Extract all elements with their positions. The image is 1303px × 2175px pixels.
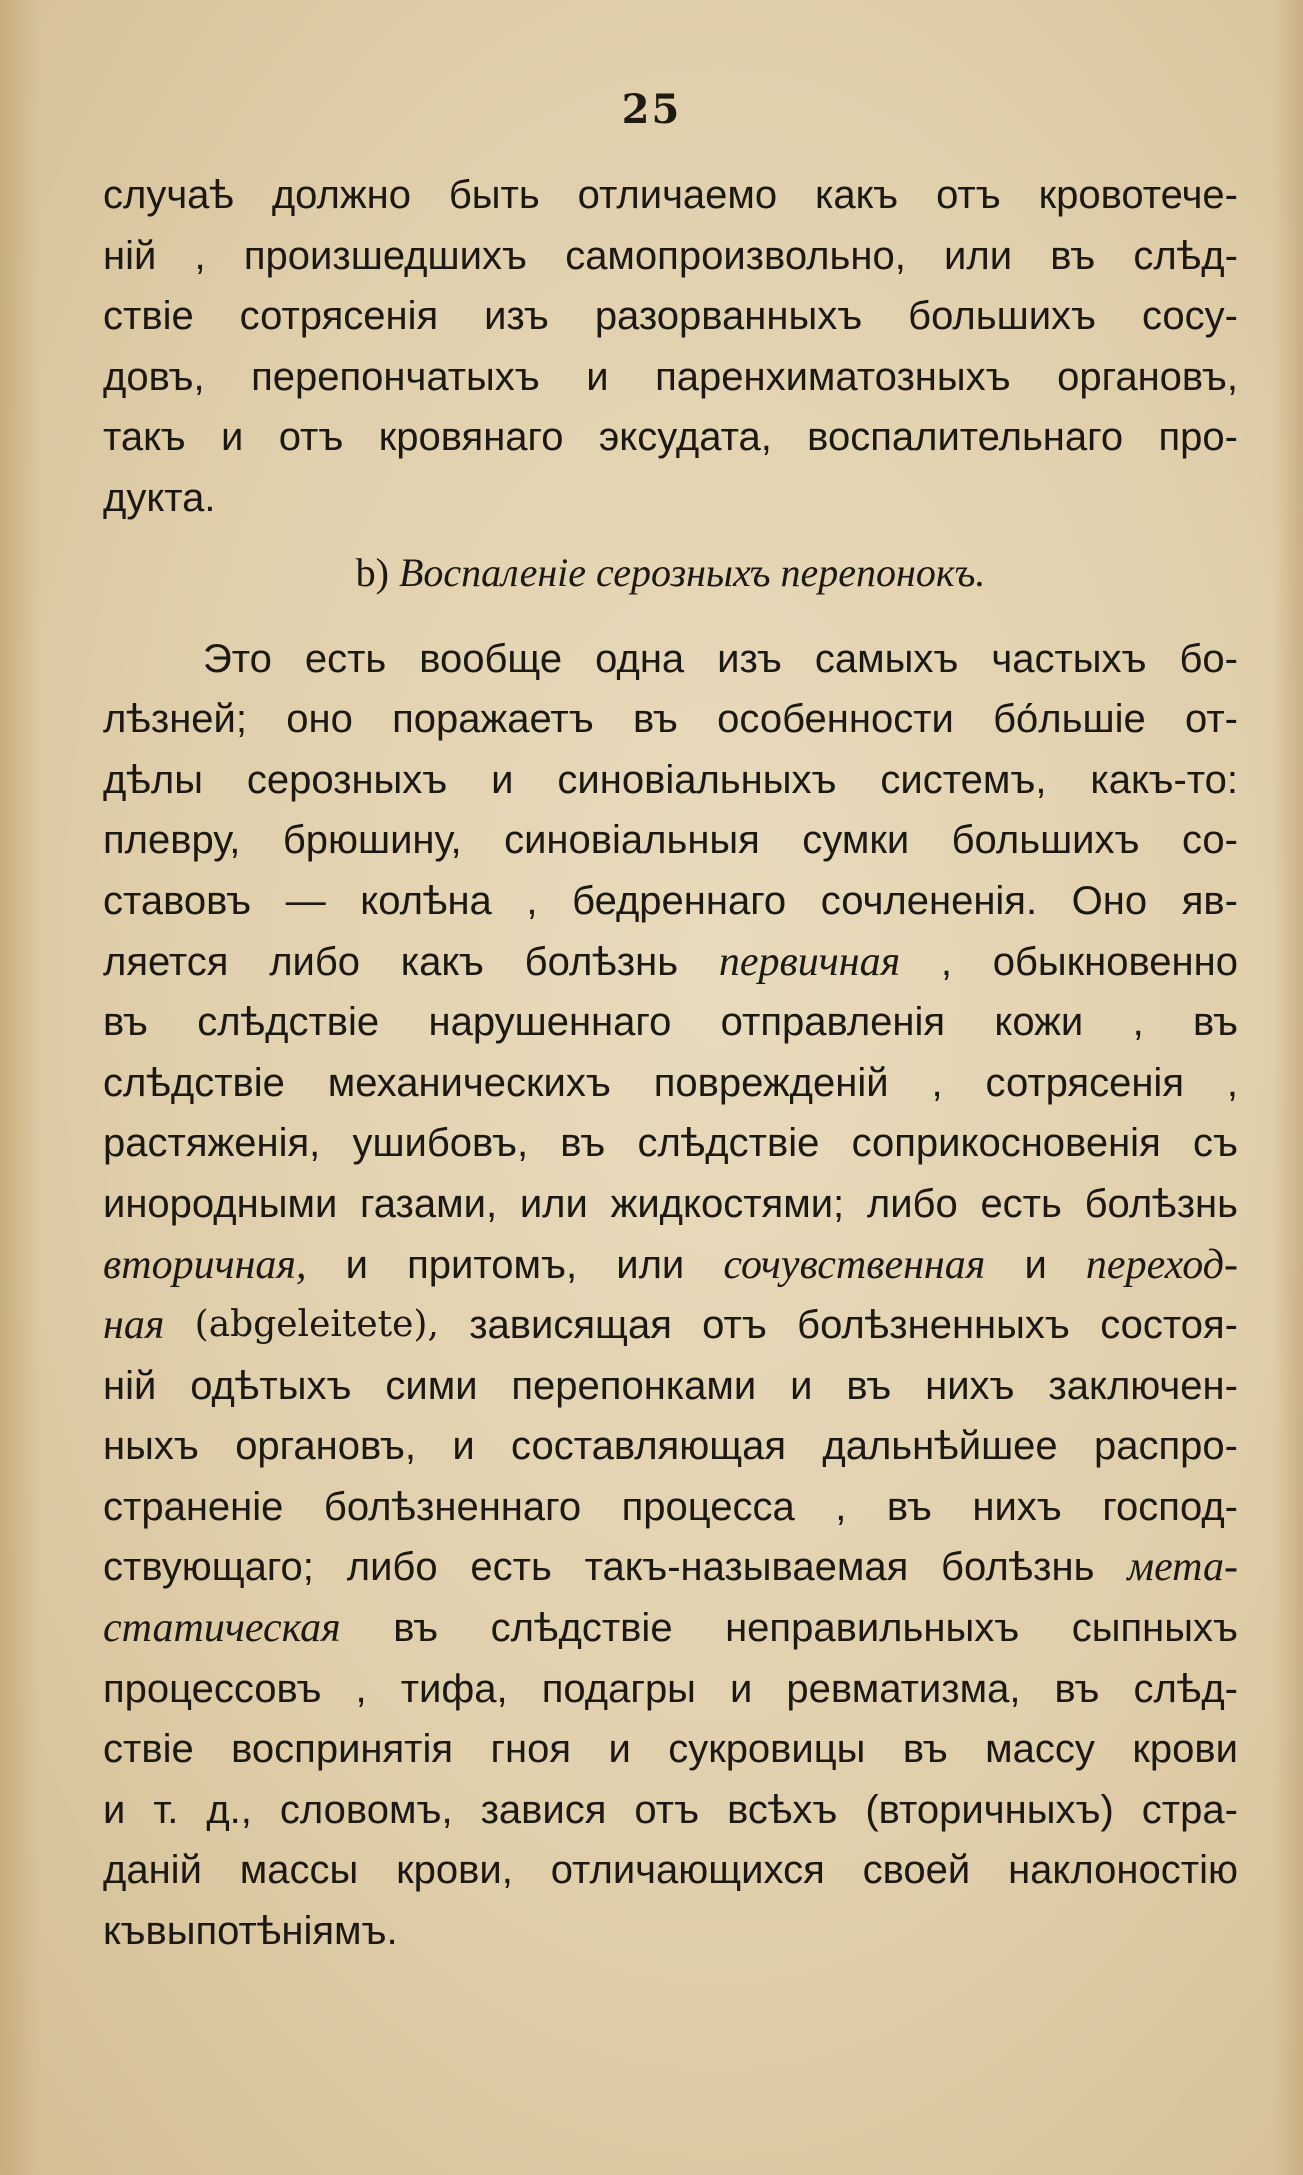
word: ствiе [103,1727,194,1772]
word: есть [980,1181,1062,1226]
word: къ [103,1909,146,1954]
word: серозныхъ [246,757,448,802]
word: ушибовъ, [352,1121,529,1166]
word: статическая [103,1605,341,1652]
word: составляющая [511,1424,787,1469]
word: отличающихся [550,1848,825,1893]
text-line [103,1780,1238,1841]
word: бо́льшiе [993,697,1146,742]
text-line [103,750,1238,811]
word: поражаетъ [392,697,594,742]
word: кровотече- [1038,173,1238,217]
word: сочувственная [723,1241,986,1288]
word: есть [470,1545,552,1590]
word: колѣна [360,878,492,923]
page-number: 25 [621,86,682,133]
word: бедреннаго [572,878,787,923]
word: и [491,757,514,802]
word: болѣзненнаго [323,1484,582,1529]
word: синовiальныя [504,818,760,863]
word: либо [346,1545,438,1590]
word: ныхъ [103,1424,199,1469]
word: системъ, [880,757,1047,802]
word: должно [271,173,411,217]
word: брюшину, [282,818,462,863]
word: органовъ, [1057,354,1238,399]
word: слѣдствiе [637,1121,820,1166]
word: ставовъ [103,878,252,923]
word: и [608,1727,631,1772]
word: ляется [103,939,229,984]
word: яв- [1181,878,1238,923]
word: нарушеннаго [428,1000,672,1045]
word: , [526,878,538,923]
paragraph-1 [103,165,1238,529]
word: крови, [396,1848,513,1893]
word: массу [985,1727,1095,1772]
word: газами, [360,1181,498,1226]
word: и [586,354,609,399]
text-line [103,347,1238,408]
word: т. [153,1787,179,1832]
word: вторичная, [103,1241,307,1288]
word: сукровицы [668,1727,866,1772]
word: дѣлы [103,757,203,802]
word: сотрясенiя [985,1060,1184,1105]
word: воспалительнаго [807,415,1124,460]
word: и [220,415,244,460]
word: воспринятiя [231,1727,454,1772]
word: какъ [815,173,899,217]
word: въ [1193,1000,1238,1045]
word: слѣдствiе [490,1606,673,1651]
word: от- [1184,697,1238,742]
word: и [345,1242,368,1287]
word: сими [385,1363,478,1408]
text-line [103,992,1238,1053]
word: и [452,1424,475,1469]
word: такъ [103,415,186,460]
word: болѣзнь [1084,1181,1238,1226]
word: — [285,878,326,923]
word: переход- [1085,1241,1238,1288]
word: ствующаго; [103,1545,314,1590]
word: выпотѣнiямъ. [145,1909,398,1954]
word: такъ-называемая [584,1545,909,1590]
word: бо- [1179,636,1238,681]
text-line [103,407,1238,468]
word: эксудата, [598,415,772,460]
word: слѣдствiе [103,1060,285,1105]
word: изъ [717,636,782,681]
word: ствiе [103,294,194,339]
text-line [103,871,1238,932]
word: разорванныхъ [594,294,863,339]
word: соприкосновенiя [851,1121,1161,1166]
word: или [519,1181,588,1226]
word: кожи [994,1000,1084,1045]
word: подагры [541,1666,696,1711]
text-line [103,1719,1238,1780]
text-line [103,1174,1238,1235]
word: Оно [1071,878,1148,923]
text-line [103,1659,1238,1720]
text-line [103,226,1238,287]
word: въ [393,1606,439,1651]
word: нiй [103,1363,157,1408]
word: частыхъ [991,636,1147,681]
word: вообще [419,636,563,681]
text-line [103,1416,1238,1477]
text-line [103,932,1238,993]
word: неправильныхъ [725,1606,1020,1651]
section-heading-label: b) [355,549,389,595]
page-text [103,165,1238,1962]
word: стра- [1141,1787,1238,1832]
text-line [103,1356,1238,1417]
word: органовъ, [235,1424,417,1469]
word: случаѣ [103,173,234,217]
word: болѣзнь [524,939,679,984]
word: паренхиматозныхъ [655,354,1011,399]
word: процесса [621,1484,795,1529]
word: или [944,233,1013,278]
word: и [730,1666,753,1711]
word: отправленiя [720,1000,946,1045]
text-line [103,286,1238,347]
word: оно [286,697,353,742]
word: нихъ [972,1484,1062,1529]
word: самыхъ [814,636,959,681]
word: поврежденiй [653,1060,889,1105]
word: сочлененiя. [820,878,1038,923]
word: ная [103,1302,165,1349]
word: , [931,1060,943,1105]
word: болѣзненныхъ [797,1303,1070,1348]
word: , [355,1666,367,1711]
word: господ- [1102,1484,1238,1529]
word: процессовъ [103,1666,322,1711]
word: жидкостями; [610,1181,845,1226]
word: зависящая [469,1303,672,1348]
word: Это [203,636,272,681]
word: слѣд- [1133,1666,1238,1711]
word: въ [846,1363,892,1408]
word: въ [1054,1666,1100,1711]
word: сосу- [1141,294,1238,339]
word: словомъ, [279,1787,453,1832]
text-line [103,1295,1238,1356]
word: кровянаго [378,415,564,460]
text-line [103,1053,1238,1114]
word: сумки [802,818,910,863]
word: обыкновенно [992,939,1238,984]
word: отъ [936,173,1001,217]
word: въ [886,1484,932,1529]
word: , [1226,1060,1238,1105]
word: растяженiя, [103,1121,321,1166]
word: сотрясенiя [239,294,439,339]
word: въ [103,1000,148,1045]
word: со- [1181,818,1238,863]
word: , [940,939,952,984]
word: въ [902,1727,948,1772]
text-line [103,165,1238,226]
word: , [1132,1000,1144,1045]
word: или [616,1242,685,1287]
word: быть [448,173,540,217]
word: одѣтыхъ [190,1363,352,1408]
text-line [103,629,1238,690]
word: (abgeleitete), [194,1304,439,1346]
word: большихъ [908,294,1097,339]
word: въ [632,697,678,742]
word: и [790,1363,813,1408]
word: произшедшихъ [243,233,527,278]
word: синовiальныхъ [557,757,837,802]
word: отличаемо [577,173,778,217]
word: дукта. [103,475,216,520]
word: (вторичныхъ) [865,1787,1114,1832]
word: про- [1158,415,1238,460]
word: сыпныхъ [1071,1606,1238,1651]
text-line [103,1840,1238,1901]
word: распро- [1094,1424,1238,1469]
word: завися [480,1787,607,1832]
word: д., [206,1787,252,1832]
text-line [103,1537,1238,1598]
word: либо [866,1181,958,1226]
section-heading [103,529,1238,629]
word: либо [269,939,361,984]
word: лѣзней; [103,697,247,742]
word: мета- [1127,1544,1238,1591]
word: какъ [400,939,484,984]
word: ревматизма, [786,1666,1021,1711]
text-line [103,1598,1238,1659]
text-line [103,810,1238,871]
word: массы [239,1848,359,1893]
section-heading-title: Воспаленiе серозныхъ перепонокъ. [398,549,986,595]
word: въ [560,1121,606,1166]
word: особенности [717,697,954,742]
word: дальнѣйшее [822,1424,1058,1469]
word: болѣзнь [941,1545,1095,1590]
word: нихъ [925,1363,1015,1408]
word: состоя- [1100,1303,1238,1348]
text-line [103,1901,1238,1962]
word: и [103,1787,126,1832]
word: заключен- [1048,1363,1238,1408]
word: притомъ, [407,1242,578,1287]
word: первичная [718,938,901,985]
word: механическихъ [327,1060,611,1105]
word: , [194,233,206,278]
word: всѣхъ [727,1787,838,1832]
text-line [103,1477,1238,1538]
word: перепончатыхъ [251,354,540,399]
word: отъ [278,415,344,460]
paragraph-2 [103,629,1238,1962]
word: отъ [634,1787,700,1832]
word: довъ, [103,354,205,399]
word: плевру, [103,818,241,863]
word: слѣд- [1133,233,1238,278]
text-line [103,1113,1238,1174]
word: тифа, [400,1666,508,1711]
word: какъ-то: [1090,757,1238,802]
word: крови [1132,1727,1238,1772]
word: данiй [103,1848,202,1893]
word: есть [304,636,387,681]
word: наклоностiю [1008,1848,1238,1893]
word: страненiе [103,1484,284,1529]
word: и [1024,1242,1047,1287]
word: самопроизвольно, [565,233,906,278]
word: гноя [490,1727,572,1772]
word: нiй [103,233,157,278]
word: своей [862,1848,971,1893]
text-line [103,689,1238,750]
word: слѣдствiе [197,1000,380,1045]
text-line [103,1235,1238,1296]
word: одна [595,636,685,681]
word: перепонками [511,1363,757,1408]
text-line [103,468,1238,529]
word: отъ [702,1303,767,1348]
word: въ [1050,233,1096,278]
word: , [835,1484,847,1529]
word: изъ [484,294,549,339]
word: большихъ [951,818,1140,863]
word: съ [1192,1121,1238,1166]
word: инородными [103,1181,338,1226]
